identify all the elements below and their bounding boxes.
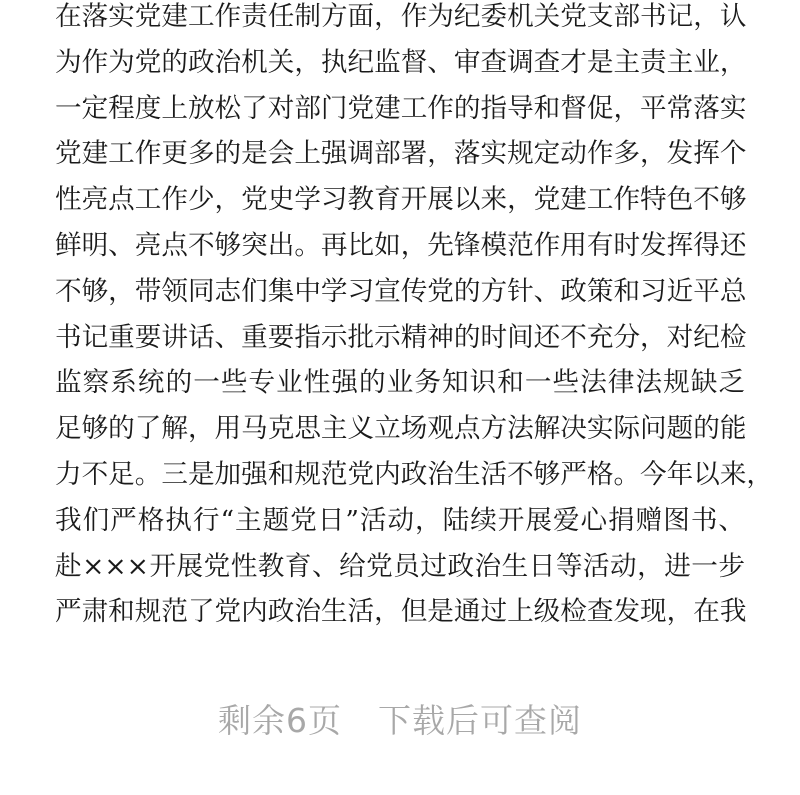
text-line: 性亮点工作少，党史学习教育开展以来，党建工作特色不够 bbox=[55, 184, 747, 216]
text-line: 书记重要讲话、重要指示批示精神的时间还不充分，对纪检 bbox=[55, 321, 747, 353]
text-line: 为作为党的政治机关，执纪监督、审查调查才是主责主业， bbox=[55, 46, 747, 78]
document-body bbox=[55, 0, 774, 641]
download-prompt-bar[interactable] bbox=[0, 688, 800, 748]
text-line: 赴×××开展党性教育、给党员过政治生日等活动，进一步 bbox=[55, 550, 745, 582]
text-line: 在落实党建工作责任制方面，作为纪委机关党支部书记，认 bbox=[55, 1, 747, 32]
text-line: 力不足。三是加强和规范党内政治生活不够严格。今年以来， bbox=[55, 458, 774, 490]
text-line: 鲜明、亮点不够突出。再比如，先锋模范作用有时发挥得还 bbox=[55, 229, 747, 261]
download-to-view-label[interactable]: 下载后可查阅 bbox=[378, 700, 582, 740]
text-line: 一定程度上放松了对部门党建工作的指导和督促，平常落实 bbox=[55, 92, 747, 124]
text-line: 不够，带领同志们集中学习宣传党的方针、政策和习近平总 bbox=[55, 275, 747, 307]
text-line: 我们严格执行“主题党日”活动，陆续开展爱心捐赠图书、 bbox=[55, 504, 745, 536]
text-line: 党建工作更多的是会上强调部署，落实规定动作多，发挥个 bbox=[55, 138, 747, 170]
text-line: 监察系统的一些专业性强的业务知识和一些法律法规缺乏 bbox=[55, 367, 745, 399]
remaining-pages-label[interactable]: 剩余6页 bbox=[218, 700, 342, 740]
text-line: 严肃和规范了党内政治生活，但是通过上级检查发现，在我 bbox=[55, 596, 747, 628]
text-line: 足够的了解，用马克思主义立场观点方法解决实际问题的能 bbox=[55, 413, 747, 445]
